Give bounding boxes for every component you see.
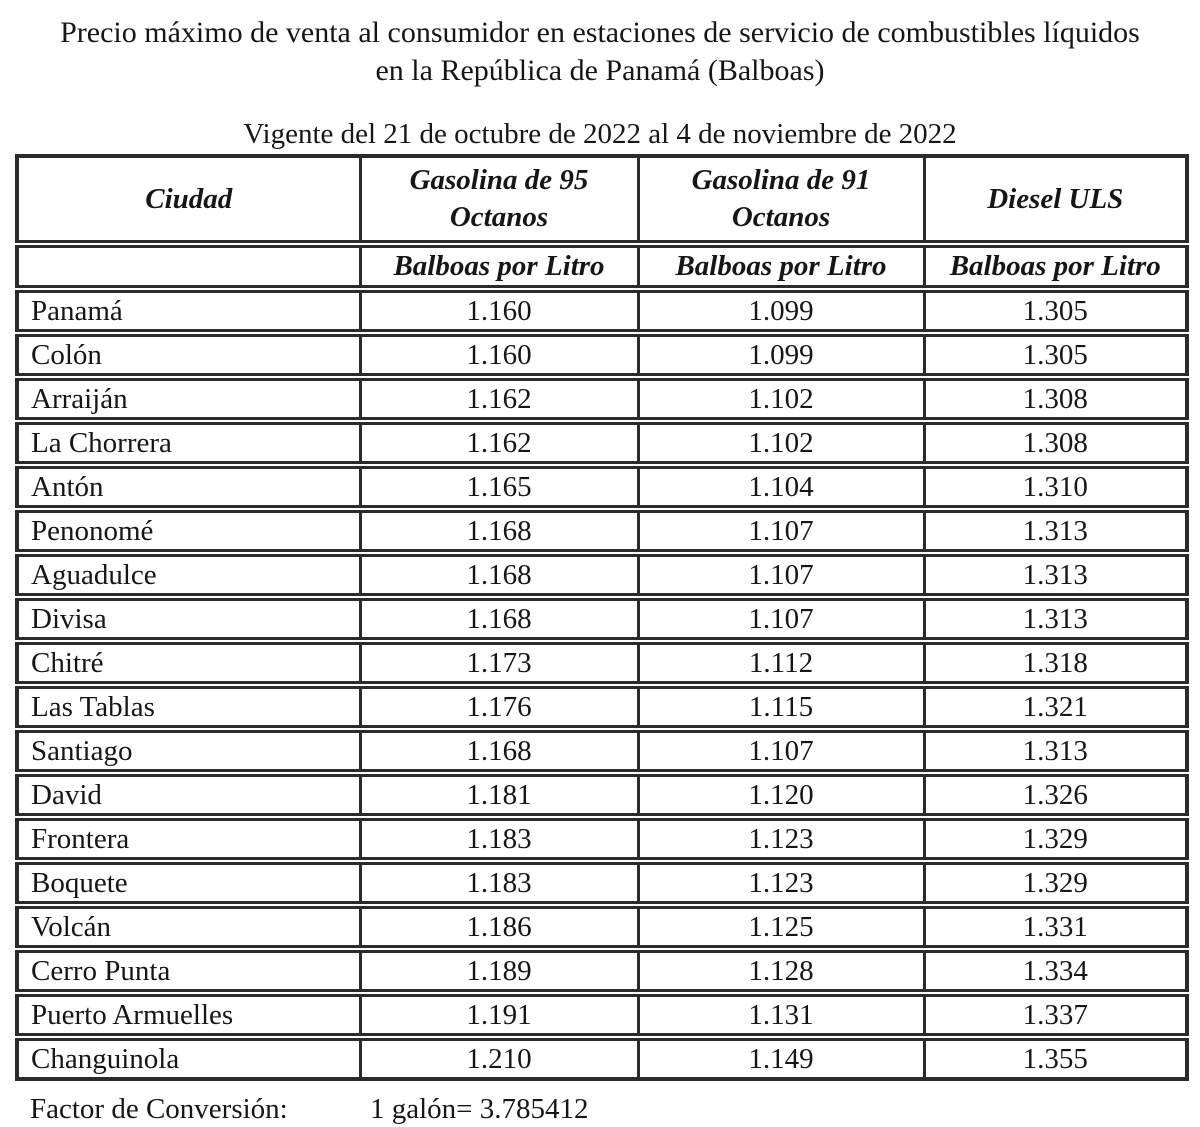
price-cell-gasolina-95: 1.168 [360,729,638,773]
price-cell-gasolina-95: 1.162 [360,377,638,421]
city-cell: Colón [17,333,360,377]
table-row [17,773,1187,817]
price-cell-gasolina-91: 1.107 [638,553,924,597]
table-row [17,949,1187,993]
table-row [17,685,1187,729]
city-cell: Cerro Punta [17,949,360,993]
price-cell-diesel-uls: 1.313 [924,597,1187,641]
table-row [17,993,1187,1037]
price-cell-gasolina-91: 1.125 [638,905,924,949]
price-cell-gasolina-91: 1.107 [638,729,924,773]
table-row [17,289,1187,333]
price-cell-diesel-uls: 1.305 [924,289,1187,333]
unit-header-row [17,244,1187,289]
column-header-ciudad: Ciudad [17,156,360,244]
price-cell-gasolina-95: 1.160 [360,289,638,333]
price-cell-gasolina-91: 1.120 [638,773,924,817]
table-row [17,1037,1187,1079]
price-cell-gasolina-91: 1.104 [638,465,924,509]
column-header-gasolina-91: Gasolina de 91 Octanos [638,156,924,244]
price-cell-gasolina-95: 1.191 [360,993,638,1037]
city-cell: La Chorrera [17,421,360,465]
city-cell: Volcán [17,905,360,949]
table-header [17,156,1187,289]
city-cell: Santiago [17,729,360,773]
price-cell-gasolina-91: 1.099 [638,289,924,333]
table-row [17,377,1187,421]
column-header-gasolina-95: Gasolina de 95 Octanos [360,156,638,244]
price-cell-diesel-uls: 1.334 [924,949,1187,993]
unit-header-empty [17,244,360,289]
city-cell: David [17,773,360,817]
price-cell-gasolina-91: 1.123 [638,861,924,905]
document-title-line2: en la República de Panamá (Balboas) [375,54,825,87]
document-title [15,14,1185,90]
price-cell-gasolina-91: 1.128 [638,949,924,993]
price-cell-gasolina-95: 1.168 [360,597,638,641]
price-cell-diesel-uls: 1.313 [924,729,1187,773]
price-cell-gasolina-95: 1.162 [360,421,638,465]
price-cell-gasolina-95: 1.183 [360,817,638,861]
fuel-price-table [15,154,1189,1081]
price-cell-gasolina-95: 1.160 [360,333,638,377]
price-cell-gasolina-91: 1.115 [638,685,924,729]
price-cell-gasolina-91: 1.107 [638,509,924,553]
table-row [17,465,1187,509]
table-body [17,289,1187,1079]
table-row [17,641,1187,685]
price-cell-diesel-uls: 1.313 [924,553,1187,597]
price-cell-gasolina-95: 1.210 [360,1037,638,1079]
unit-header-diesel: Balboas por Litro [924,244,1187,289]
price-cell-gasolina-95: 1.183 [360,861,638,905]
price-cell-gasolina-91: 1.107 [638,597,924,641]
price-cell-gasolina-95: 1.186 [360,905,638,949]
price-cell-diesel-uls: 1.318 [924,641,1187,685]
city-cell: Frontera [17,817,360,861]
table-row [17,421,1187,465]
table-row [17,861,1187,905]
city-cell: Boquete [17,861,360,905]
column-header-row [17,156,1187,244]
table-row [17,905,1187,949]
price-cell-gasolina-91: 1.123 [638,817,924,861]
price-cell-gasolina-95: 1.176 [360,685,638,729]
conversion-factor-note [15,1091,1185,1127]
validity-period-subtitle: Vigente del 21 de octubre de 2022 al 4 de noviembre de 2022 [243,118,957,150]
price-cell-diesel-uls: 1.337 [924,993,1187,1037]
price-cell-gasolina-91: 1.149 [638,1037,924,1079]
city-cell: Chitré [17,641,360,685]
price-cell-gasolina-95: 1.168 [360,509,638,553]
price-cell-gasolina-91: 1.102 [638,421,924,465]
price-cell-diesel-uls: 1.355 [924,1037,1187,1079]
table-row [17,333,1187,377]
price-cell-diesel-uls: 1.308 [924,421,1187,465]
price-cell-diesel-uls: 1.329 [924,817,1187,861]
conversion-factor-label: Factor de Conversión: [30,1093,288,1125]
city-cell: Arraiján [17,377,360,421]
price-cell-gasolina-95: 1.165 [360,465,638,509]
table-row [17,597,1187,641]
price-cell-gasolina-95: 1.181 [360,773,638,817]
price-cell-diesel-uls: 1.310 [924,465,1187,509]
price-cell-gasolina-95: 1.173 [360,641,638,685]
conversion-factor-value: 1 galón= 3.785412 [370,1093,589,1125]
price-cell-gasolina-91: 1.099 [638,333,924,377]
price-cell-diesel-uls: 1.326 [924,773,1187,817]
city-cell: Aguadulce [17,553,360,597]
unit-header-g95: Balboas por Litro [360,244,638,289]
city-cell: Penonomé [17,509,360,553]
city-cell: Antón [17,465,360,509]
price-cell-gasolina-95: 1.189 [360,949,638,993]
city-cell: Changuinola [17,1037,360,1079]
price-cell-diesel-uls: 1.321 [924,685,1187,729]
city-cell: Divisa [17,597,360,641]
price-cell-diesel-uls: 1.308 [924,377,1187,421]
price-cell-gasolina-95: 1.168 [360,553,638,597]
column-header-diesel-uls: Diesel ULS [924,156,1187,244]
table-row [17,553,1187,597]
price-cell-diesel-uls: 1.305 [924,333,1187,377]
document-title-line1: Precio máximo de venta al consumidor en estaciones de servicio de combustibles líquidos [60,16,1140,49]
unit-header-g91: Balboas por Litro [638,244,924,289]
table-row [17,509,1187,553]
price-cell-diesel-uls: 1.331 [924,905,1187,949]
city-cell: Puerto Armuelles [17,993,360,1037]
price-cell-gasolina-91: 1.102 [638,377,924,421]
price-cell-gasolina-91: 1.131 [638,993,924,1037]
city-cell: Panamá [17,289,360,333]
price-cell-gasolina-91: 1.112 [638,641,924,685]
city-cell: Las Tablas [17,685,360,729]
price-cell-diesel-uls: 1.329 [924,861,1187,905]
table-row [17,817,1187,861]
table-row [17,729,1187,773]
price-cell-diesel-uls: 1.313 [924,509,1187,553]
